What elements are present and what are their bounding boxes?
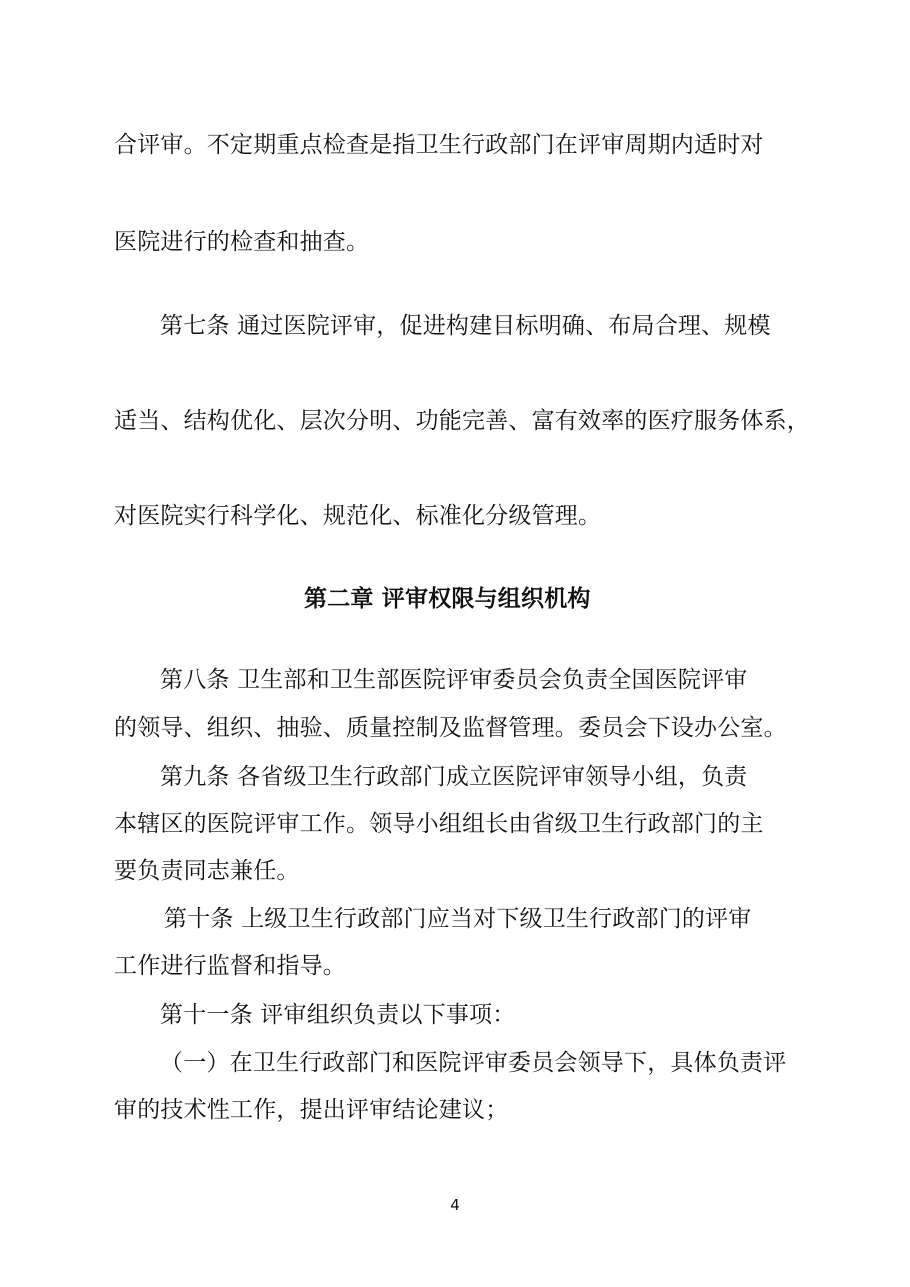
paragraph-line: 第八条 卫生部和卫生部医院评审委员会负责全国医院评审 [160,667,748,693]
paragraph-line: （一）在卫生行政部门和医院评审委员会领导下，具体负责评 [160,1050,787,1076]
paragraph-line: 对医院实行科学化、规范化、标准化分级管理。 [114,503,602,529]
paragraph-line: 本辖区的医院评审工作。领导小组组长由省级卫生行政部门的主 [114,811,764,837]
paragraph-line: 工作进行监督和指导。 [114,953,346,979]
paragraph-line: 第九条 各省级卫生行政部门成立医院评审领导小组，负责 [160,764,748,790]
paragraph-line: 合评审。不定期重点检查是指卫生行政部门在评审周期内适时对 [114,132,764,158]
chapter-heading: 第二章 评审权限与组织机构 [304,586,591,612]
paragraph-line: 医院进行的检查和抽查。 [114,229,370,255]
paragraph-line: 第七条 通过医院评审，促进构建目标明确、布局合理、规模 [160,313,771,339]
paragraph-line: 第十一条 评审组织负责以下事项： [160,1002,516,1028]
paragraph-line: 的领导、组织、抽验、质量控制及监督管理。委员会下设办公室。 [114,715,787,741]
paragraph-line: 审的技术性工作，提出评审结论建议； [114,1097,509,1123]
paragraph-line: 要负责同志兼任。 [114,858,300,884]
paragraph-line: 适当、结构优化、层次分明、功能完善、富有效率的医疗服务体系， [114,408,810,434]
paragraph-line: 第十条 上级卫生行政部门应当对下级卫生行政部门的评审 [164,906,752,932]
page-number: 4 [450,1196,460,1214]
